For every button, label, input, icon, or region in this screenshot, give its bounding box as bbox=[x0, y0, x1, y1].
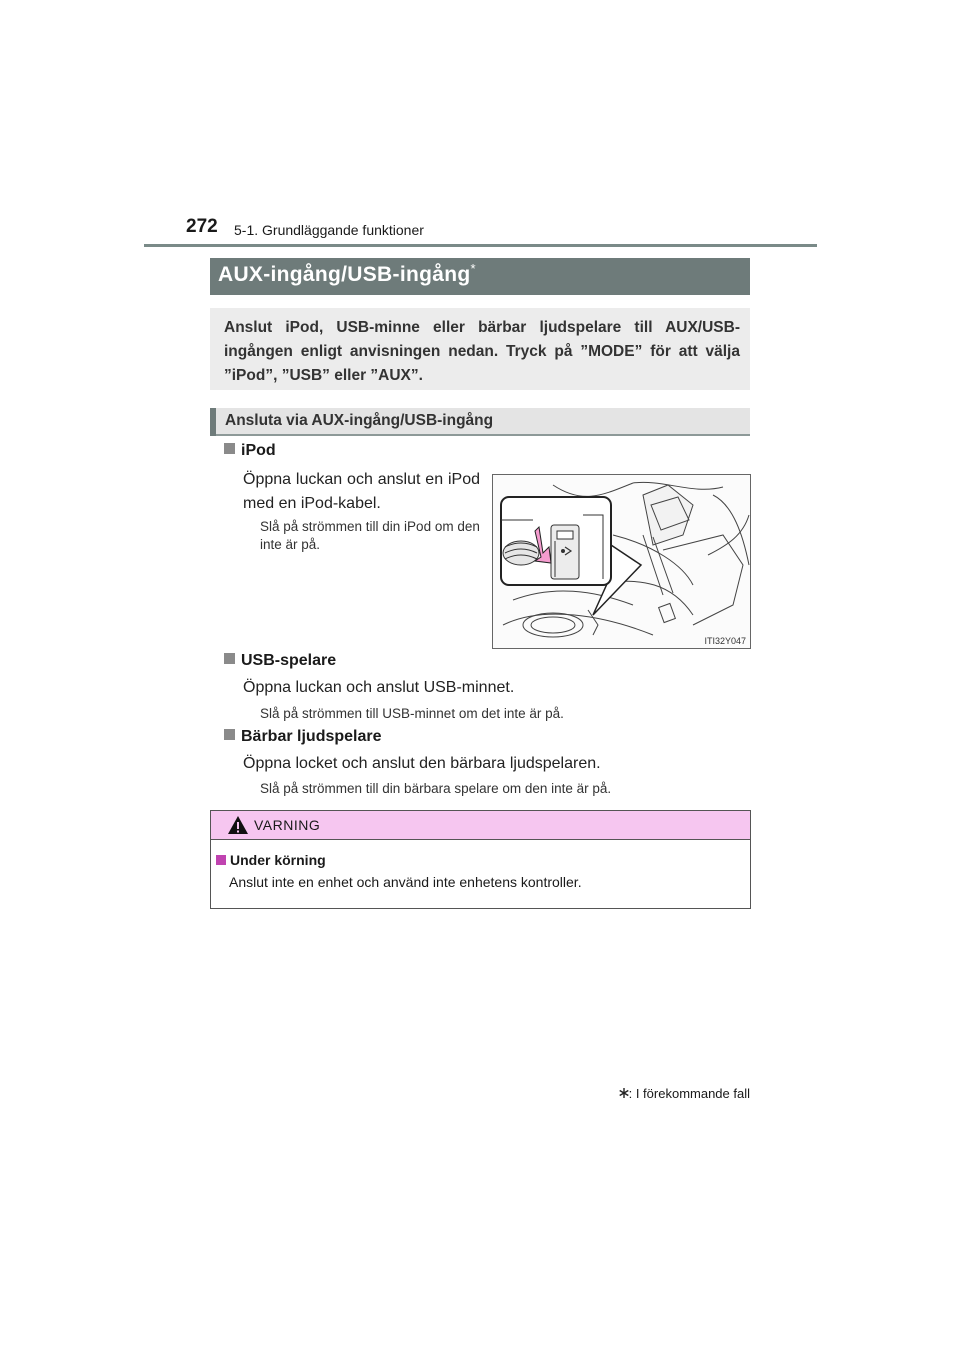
footnote-marker: * bbox=[470, 261, 476, 276]
item-body-portable: Öppna locket och anslut den bärbara ljudspelaren. bbox=[243, 755, 601, 772]
page-number: 272 bbox=[186, 216, 218, 237]
header-rule bbox=[144, 244, 817, 247]
bullet-square-icon bbox=[224, 729, 235, 740]
bullet-square-icon bbox=[224, 653, 235, 664]
item-note-usb: Slå på strömmen till USB-minnet om det inte är på. bbox=[260, 706, 564, 721]
warning-box bbox=[210, 810, 751, 909]
subsection-accent-bar bbox=[210, 408, 216, 436]
subsection-title: Ansluta via AUX-ingång/USB-ingång bbox=[225, 412, 494, 429]
item-heading-usb: USB-spelare bbox=[224, 652, 336, 670]
item-heading-portable: Bärbar ljudspelare bbox=[224, 728, 382, 746]
section-label: 5-1. Grundläggande funktioner bbox=[234, 222, 424, 238]
intro-text: Anslut iPod, USB-minne eller bärbar ljudspelare till AUX/USB-ingången enligt anvisningen nedan. Tryck på ”MODE” för att välja ”iPod”, ”USB” eller ”AUX”. bbox=[224, 319, 740, 384]
asterisk-icon bbox=[619, 1088, 629, 1098]
warning-body: Anslut inte en enhet och använd inte enhetens kontroller. bbox=[229, 874, 582, 890]
item-note-ipod: Slå på strömmen till din iPod om den inte är på. bbox=[260, 519, 480, 552]
item-heading-ipod: iPod bbox=[224, 442, 276, 460]
title-bar bbox=[210, 258, 750, 295]
warning-triangle-icon bbox=[227, 815, 249, 835]
item-note-portable: Slå på strömmen till din bärbara spelare om den inte är på. bbox=[260, 781, 612, 796]
item-body-ipod: Öppna luckan och anslut en iPod med en iPod-kabel. bbox=[243, 471, 480, 512]
subsection-header bbox=[210, 408, 750, 436]
warning-subheading: Under körning bbox=[216, 852, 326, 868]
page-title: AUX-ingång/USB-ingång* bbox=[218, 261, 476, 286]
illustration-usb-port bbox=[492, 474, 751, 649]
warning-label: VARNING bbox=[254, 817, 321, 833]
bullet-square-icon bbox=[224, 443, 235, 454]
item-body-usb: Öppna luckan och anslut USB-minnet. bbox=[243, 679, 515, 696]
console-illustration bbox=[493, 475, 750, 648]
footnote: : I förekommande fall bbox=[600, 1086, 750, 1101]
figure-code: ITI32Y047 bbox=[704, 636, 746, 646]
warning-bullet-icon bbox=[216, 855, 226, 865]
warning-header bbox=[211, 811, 750, 840]
intro-box bbox=[210, 308, 750, 390]
